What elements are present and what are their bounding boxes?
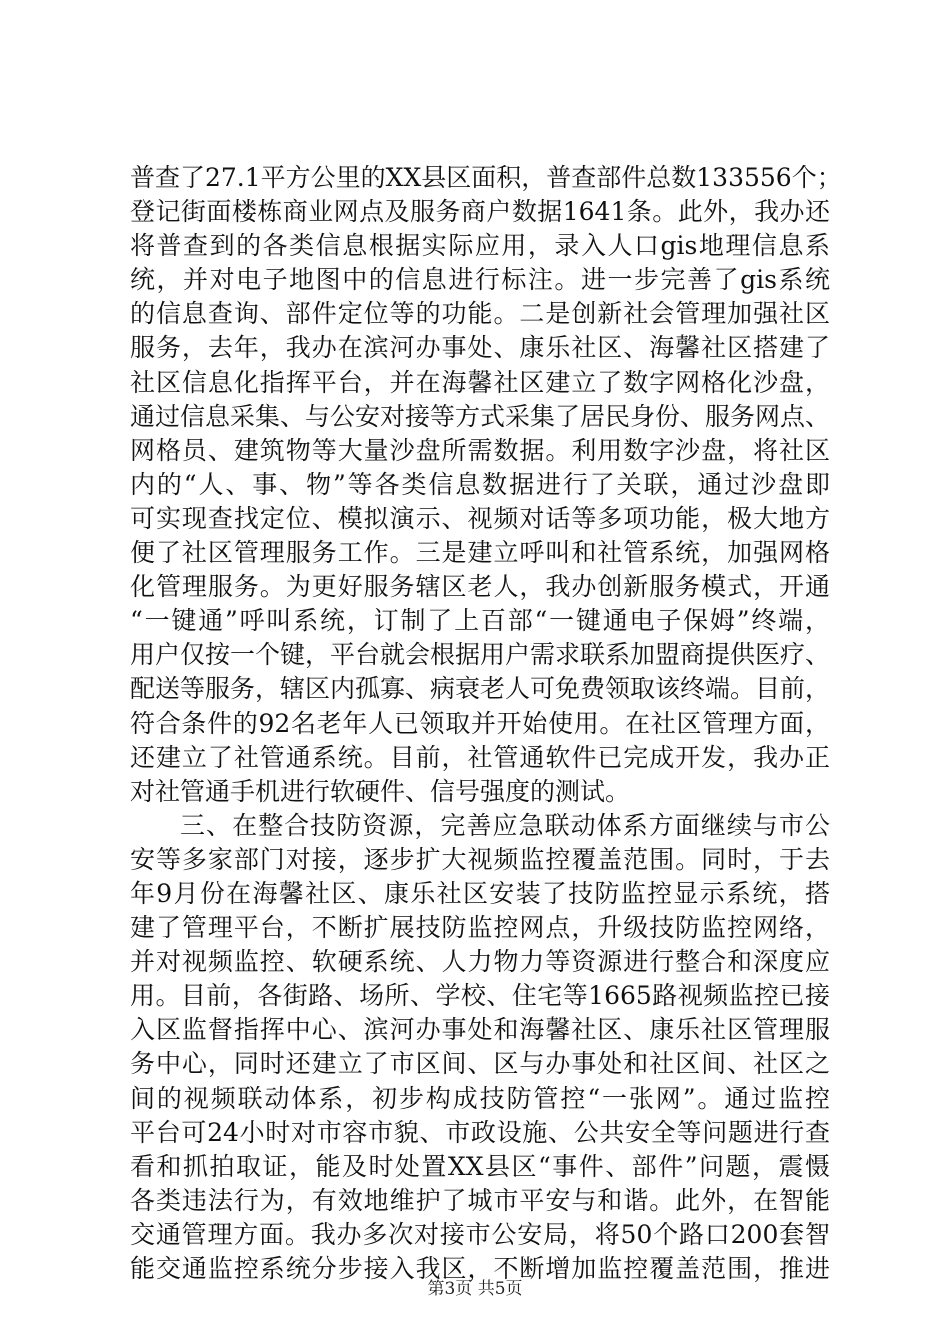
text-line: 能交通监控系统分步接入我区，不断增加监控覆盖范围，推进 [130, 1254, 830, 1283]
text-line: 平台可24小时对市容市貌、市政设施、公共安全等问题进行查 [130, 1117, 830, 1147]
text-line: “一键通”呼叫系统，订制了上百部“一键通电子保姆”终端， [130, 606, 830, 636]
text-line: 便了社区管理服务工作。三是建立呼叫和社管系统，加强网格 [130, 538, 830, 568]
text-line: 年9月份在海馨社区、康乐社区安装了技防监控显示系统，搭 [130, 878, 830, 908]
text-line: 间的视频联动体系，初步构成技防管控“一张网”。通过监控 [130, 1083, 830, 1113]
text-line: 的信息查询、部件定位等的功能。二是创新社会管理加强社区 [130, 299, 830, 329]
text-line: 用。目前，各街路、场所、学校、住宅等1665路视频监控已接 [130, 981, 830, 1011]
text-line: 务中心，同时还建立了市区间、区与办事处和社区间、社区之 [130, 1049, 830, 1079]
text-line: 建了管理平台，不断扩展技防监控网点，升级技防监控网络， [130, 913, 830, 943]
text-line: 看和抓拍取证，能及时处置XX县区“事件、部件”问题，震慑 [130, 1151, 830, 1181]
text-line: 统，并对电子地图中的信息进行标注。进一步完善了gis系统 [130, 265, 830, 295]
text-line: 对社管通手机进行软硬件、信号强度的测试。 [130, 776, 631, 806]
body-text [130, 161, 842, 1286]
text-line: 化管理服务。为更好服务辖区老人，我办创新服务模式，开通 [130, 572, 830, 602]
text-line: 并对视频监控、软硬系统、人力物力等资源进行整合和深度应 [130, 947, 830, 977]
text-line: 网格员、建筑物等大量沙盘所需数据。利用数字沙盘，将社区 [130, 435, 830, 465]
text-line: 通过信息采集、与公安对接等方式采集了居民身份、服务网点、 [130, 401, 831, 431]
text-line: 用户仅按一个键，平台就会根据用户需求联系加盟商提供医疗、 [130, 640, 831, 670]
text-line: 还建立了社管通系统。目前，社管通软件已完成开发，我办正 [130, 742, 830, 772]
text-line: 普查了27.1平方公里的XX县区面积，普查部件总数133556个； [130, 163, 842, 192]
text-line: 社区信息化指挥平台，并在海馨社区建立了数字网格化沙盘， [130, 367, 830, 397]
text-line: 将普查到的各类信息根据实际应用，录入人口gis地理信息系 [130, 231, 830, 261]
text-line: 各类违法行为，有效地维护了城市平安与和谐。此外，在智能 [130, 1185, 830, 1215]
text-line: 三、在整合技防资源，完善应急联动体系方面继续与市公 [180, 810, 830, 840]
text-line: 符合条件的92名老年人已领取并开始使用。在社区管理方面， [130, 708, 830, 738]
text-line: 安等多家部门对接，逐步扩大视频监控覆盖范围。同时，于去 [130, 844, 830, 874]
text-line: 服务，去年，我办在滨河办事处、康乐社区、海馨社区搭建了 [130, 333, 830, 363]
text-line: 入区监督指挥中心、滨河办事处和海馨社区、康乐社区管理服 [130, 1015, 830, 1045]
text-line: 可实现查找定位、模拟演示、视频对话等多项功能，极大地方 [130, 503, 830, 533]
text-line: 内的“人、事、物”等各类信息数据进行了关联，通过沙盘即 [130, 469, 830, 499]
text-line: 交通管理方面。我办多次对接市公安局，将50个路口200套智 [130, 1219, 830, 1249]
text-line: 登记街面楼栋商业网点及服务商户数据1641条。此外，我办还 [130, 197, 830, 227]
page-footer: 第3页 共5页 [427, 1279, 523, 1299]
text-line: 配送等服务，辖区内孤寡、病衰老人可免费领取该终端。目前， [130, 674, 831, 704]
